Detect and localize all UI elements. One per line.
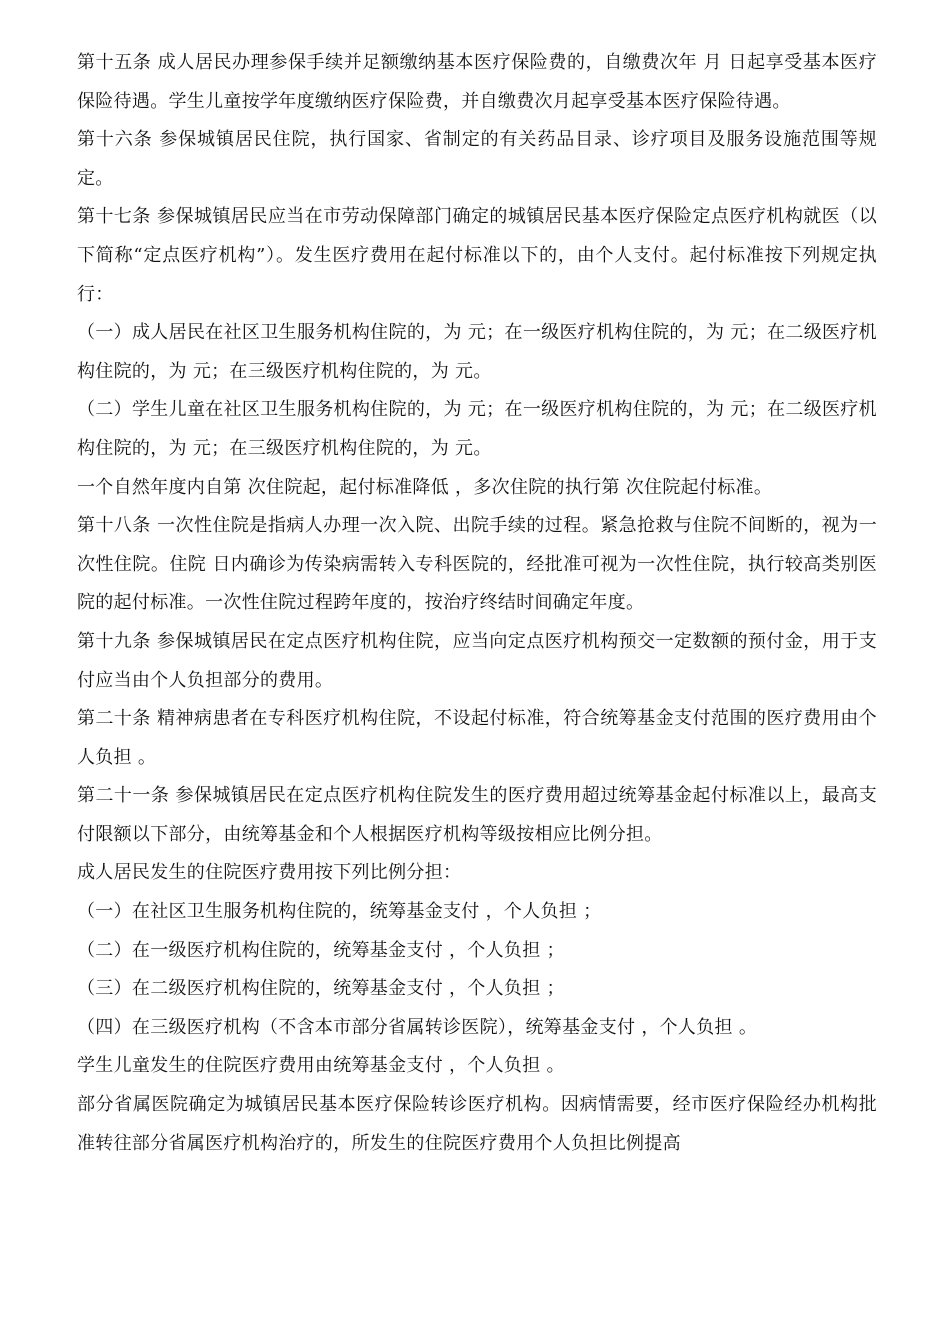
- article-21-adult-intro: 成人居民发生的住院医疗费用按下列比例分担：: [77, 862, 462, 884]
- article-21-item-1: （一）在社区卫生服务机构住院的，统筹基金支付 ，个人负担 ；: [77, 901, 602, 923]
- article-17: 第十七条 参保城镇居民应当在市劳动保障部门确定的城镇居民基本医疗保险定点医疗机构就医（以下简称“定点医疗机构”）。发生医疗费用在起付标准以下的，由个人支付。起付标准按下列规定执行：: [77, 206, 877, 305]
- article-21-students: 学生儿童发生的住院医疗费用由统筹基金支付 ，个人负担 。: [77, 1055, 565, 1077]
- article-17-item-1: （一）成人居民在社区卫生服务机构住院的，为 元；在一级医疗机构住院的，为 元；在二级医疗机构住院的，为 元；在三级医疗机构住院的，为 元。: [77, 322, 877, 382]
- article-21-item-3: （三）在二级医疗机构住院的，统筹基金支付 ，个人负担 ；: [77, 978, 565, 1000]
- article-21-item-2: （二）在一级医疗机构住院的，统筹基金支付 ，个人负担 ；: [77, 939, 565, 961]
- article-21-item-4: （四）在三级医疗机构（不含本市部分省属转诊医院），统筹基金支付 ，个人负担 。: [77, 1016, 758, 1038]
- article-18: 第十八条 一次性住院是指病人办理一次入院、出院手续的过程。紧急抢救与住院不间断的，视为一次性住院。住院 日内确诊为传染病需转入专科医院的，经批准可视为一次性住院，执行较高类别医院的起付标准。一次性住院过程跨年度的，按治疗终结时间确定年度。: [77, 515, 877, 614]
- article-17-item-2: （二）学生儿童在社区卫生服务机构住院的，为 元；在一级医疗机构住院的，为 元；在二级医疗机构住院的，为 元；在三级医疗机构住院的，为 元。: [77, 399, 877, 459]
- article-20: 第二十条 精神病患者在专科医疗机构住院，不设起付标准，符合统筹基金支付范围的医疗费用由个人负担 。: [77, 708, 877, 768]
- article-21: 第二十一条 参保城镇居民在定点医疗机构住院发生的医疗费用超过统筹基金起付标准以上，最高支付限额以下部分，由统筹基金和个人根据医疗机构等级按相应比例分担。: [77, 785, 877, 845]
- article-15: 第十五条 成人居民办理参保手续并足额缴纳基本医疗保险费的，自缴费次年 月 日起享受基本医疗保险待遇。学生儿童按学年度缴纳医疗保险费，并自缴费次月起享受基本医疗保险待遇。: [77, 52, 877, 112]
- article-17-note: 一个自然年度内自第 次住院起，起付标准降低 ，多次住院的执行第 次住院起付标准。: [77, 476, 773, 498]
- document-page: [77, 44, 877, 1163]
- article-19: 第十九条 参保城镇居民在定点医疗机构住院，应当向定点医疗机构预交一定数额的预付金，用于支付应当由个人负担部分的费用。: [77, 630, 877, 691]
- article-21-referral: 部分省属医院确定为城镇居民基本医疗保险转诊医疗机构。因病情需要，经市医疗保险经办机构批准转往部分省属医疗机构治疗的，所发生的住院医疗费用个人负担比例提高: [77, 1094, 877, 1154]
- article-16: 第十六条 参保城镇居民住院，执行国家、省制定的有关药品目录、诊疗项目及服务设施范围等规定。: [77, 129, 877, 189]
